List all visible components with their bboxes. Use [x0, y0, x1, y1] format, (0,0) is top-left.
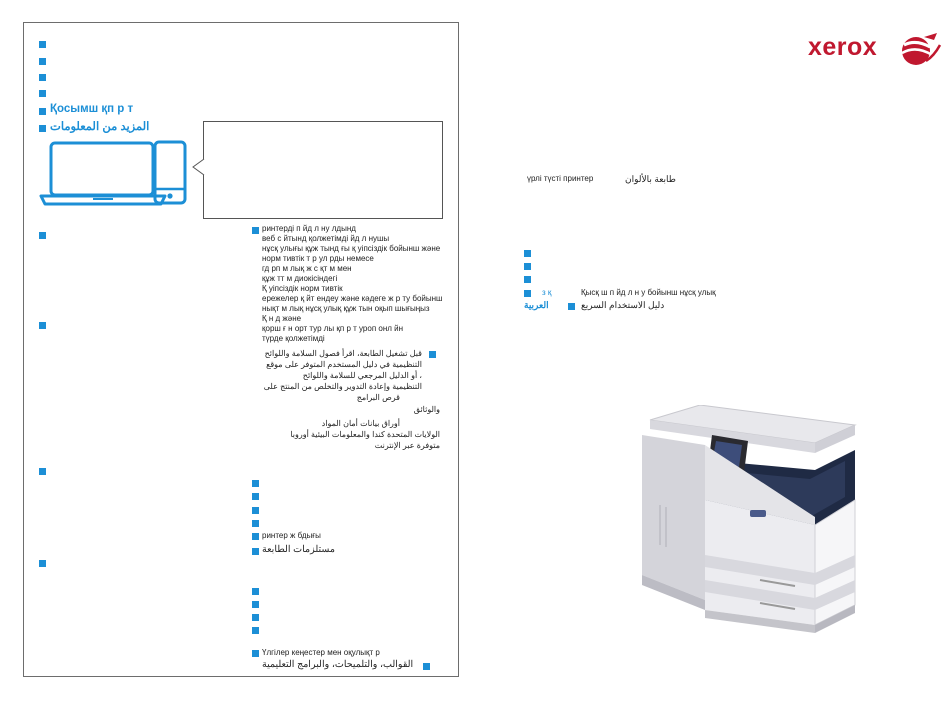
xerox-globe-icon — [896, 31, 942, 71]
supplies-ar: مستلزمات الطابعة — [262, 544, 335, 555]
section-bullet-4 — [39, 560, 46, 567]
xerox-logo-text: xerox — [808, 33, 878, 61]
more-info-heading-ar: المزيد من المعلومات — [50, 121, 150, 133]
install-ar-9: متوفرة عبر الإنترنت — [374, 441, 440, 450]
cover-bullet-2 — [524, 263, 531, 270]
cover-bullet-3 — [524, 276, 531, 283]
install-bullet-ar — [429, 351, 436, 358]
templates-bullet-ar — [423, 663, 430, 670]
templates-bullet-3 — [252, 614, 259, 621]
bullet-1 — [39, 41, 46, 48]
templates-ar: القوالب، والتلميحات، والبرامج التعليمية — [262, 659, 414, 670]
lang-ar-guide: دليل الاستخدام السريع — [581, 300, 665, 310]
install-ar-3: ، أو الدليل المرجعي للسلامة واللوائح — [302, 371, 422, 380]
cover-bullet-ar — [568, 303, 575, 310]
templates-bullet-4 — [252, 627, 259, 634]
supplies-bullet-4 — [252, 520, 259, 527]
install-kk-7: Қ уіпсіздік норм тивтік — [262, 284, 343, 293]
supplies-bullet-kk — [252, 533, 259, 540]
supplies-kk: ринтер ж бдығы — [262, 531, 321, 540]
install-kk-12: түрде қолжетімді — [262, 334, 325, 343]
phone-icon — [152, 140, 188, 206]
supplies-bullet-3 — [252, 507, 259, 514]
install-ar-2: التنظيمية في دليل المستخدم المتوفر على موقع — [266, 360, 422, 369]
printer-image — [620, 405, 870, 645]
cover-title-kk: үрлі түсті принтер — [527, 174, 594, 183]
supplies-bullet-ar — [252, 548, 259, 555]
lang-kk-guide: Қысқ ш п йд л н у бойынш нұсқ улық — [581, 288, 716, 297]
bullet-3 — [39, 74, 46, 81]
install-ar-5: قرص البرامج — [356, 393, 400, 402]
section-bullet-2 — [39, 322, 46, 329]
cover-bullet-kk — [524, 290, 531, 297]
bullet-2 — [39, 58, 46, 65]
cover-title-ar: طابعة بالألوان — [625, 174, 676, 184]
bullet-4 — [39, 90, 46, 97]
install-kk-2: веб с йтынд қолжетімді йд л нушы — [262, 234, 390, 243]
install-ar-6: والوثائق — [413, 405, 440, 414]
install-kk-4: норм тивтік т р ул рды немесе — [262, 254, 374, 263]
supplies-bullet-2 — [252, 493, 259, 500]
lang-kk-label: з қ — [542, 288, 552, 297]
install-kk-1: ринтерді п йд л ну лдынд — [262, 224, 356, 233]
install-ar-4: التنظيمية وإعادة التدوير والتخلص من المنتج على — [263, 382, 422, 391]
install-ar-7: أوراق بيانات أمان المواد — [321, 419, 400, 428]
install-kk-5: гд рп м лық ж с қт м мен — [262, 264, 352, 273]
install-bullet-kk — [252, 227, 259, 234]
callout-box — [203, 121, 443, 219]
templates-kk: Үлгілер кеңестер мен оқулықт р — [262, 648, 380, 657]
templates-bullet-1 — [252, 588, 259, 595]
laptop-icon — [39, 141, 167, 207]
templates-bullet-2 — [252, 601, 259, 608]
more-info-heading-kk: Қосымш қп р т — [50, 103, 134, 115]
install-ar-8: الولايات المتحدة كندا والمعلومات البيئية أوروبا — [290, 430, 440, 439]
install-kk-11: қорш ғ н орт тур лы қп р т уроп онл йн — [262, 324, 404, 333]
install-kk-8: ережелер қ йт ендеу және кәдеге ж р ту бойынш — [262, 294, 443, 303]
templates-bullet-kk — [252, 650, 259, 657]
install-kk-9: нықт м лық нұсқ улық құж тын оқып шығыңыз — [262, 304, 430, 313]
more-info-bullet-ar — [39, 125, 46, 132]
more-info-bullet-kk — [39, 108, 46, 115]
install-kk-6: құж тт м диокісіндегі — [262, 274, 338, 283]
install-kk-10: Қ н д және — [262, 314, 302, 323]
lang-ar-label: العربية — [524, 300, 549, 310]
callout-pointer — [192, 158, 205, 176]
cover-bullet-1 — [524, 250, 531, 257]
info-panel — [23, 22, 459, 677]
section-bullet-3 — [39, 468, 46, 475]
supplies-bullet-1 — [252, 480, 259, 487]
section-bullet-1 — [39, 232, 46, 239]
install-kk-3: нұсқ улығы құж тынд ғы қ уіпсіздік бойынш жәнe — [262, 244, 441, 253]
install-ar-1: قبل تشغيل الطابعة، اقرأ فصول السلامة واللوائح — [264, 349, 422, 358]
